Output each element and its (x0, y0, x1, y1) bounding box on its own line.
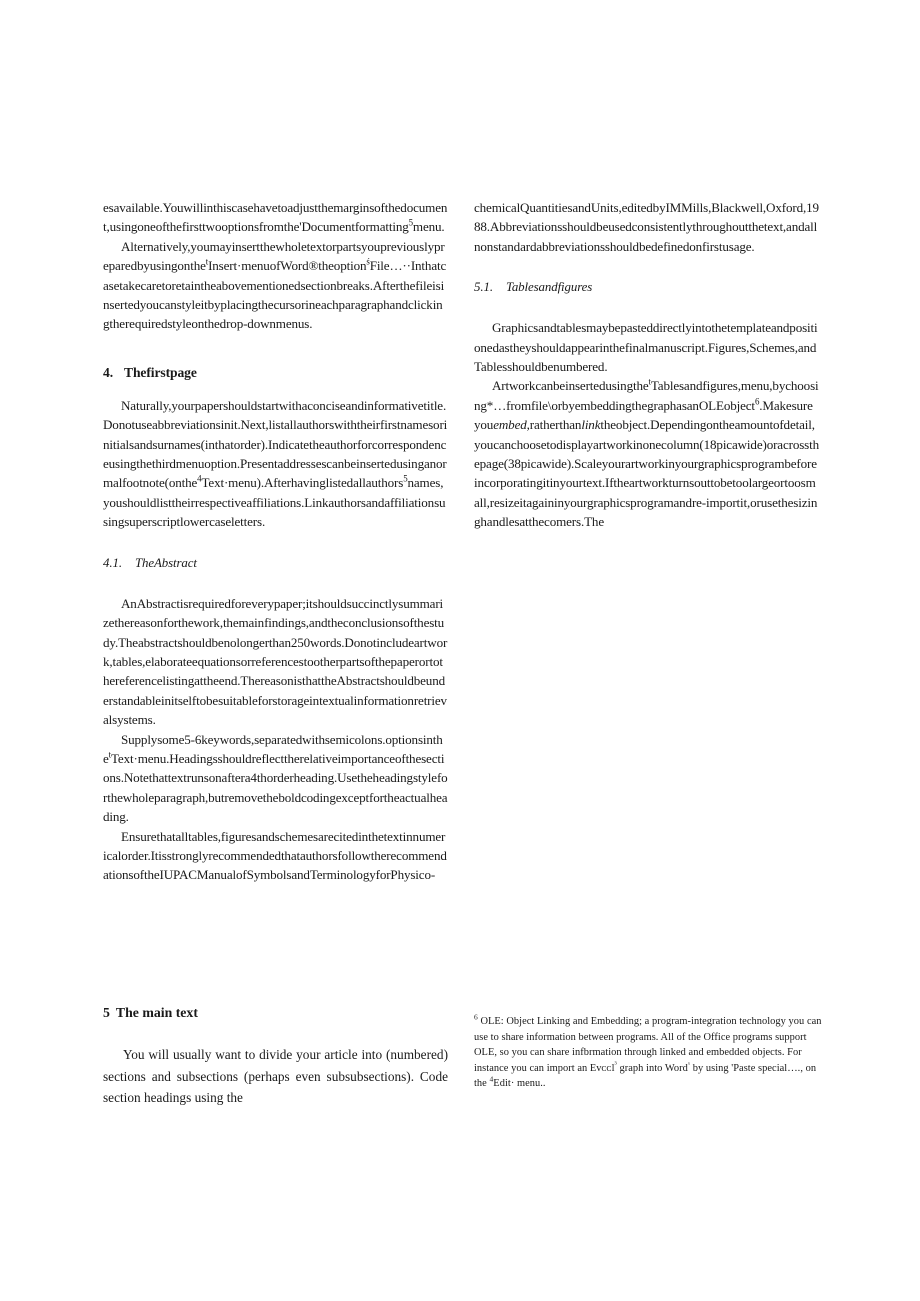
footnote-ref-6: 6 (754, 396, 760, 407)
menu-marker-icon: ś (366, 256, 370, 267)
paragraph-abbreviations: chemicalQuantitiesandUnits,editedbyIMMills,Blackwell,Oxford,1988.Abbreviationsshouldbeusedconsistentlythroughoutthetext,andallnonstandardabbreviationsshouldbedefinedonfirstusage. (474, 200, 819, 254)
paragraph-text: esavailable.Youwillinthiscasehavetoadjustthemarginsofthedocument,usingoneofthefirsttwooptionsfromthe'Documentformatting (103, 200, 448, 235)
paragraph-text: Insert·menuofWord®theoption (208, 258, 367, 274)
main-text-block (103, 1004, 448, 1109)
subsection-title: TheAbstract (134, 555, 197, 570)
section-heading-4 (103, 364, 448, 382)
subsection-number: 4.1. (103, 555, 122, 570)
footnote-text: Edit· menu.. (493, 1078, 546, 1090)
right-column (474, 198, 819, 532)
paragraph-text: Alternatively,youmayinsertthewholetextorpartsyoupreviouslypreparedbyusingonthe (103, 238, 445, 274)
spacer (474, 296, 819, 318)
paragraph-text: Supplysome5-6keywords,separatedwithsemicolons.optionsinthe (103, 731, 443, 766)
spacer (474, 256, 819, 278)
paragraph-text: names,youshouldlisttheirrespectiveaffiliations.Linkauthorsandaffiliationsusingsuperscriptlowercaseletters. (103, 475, 446, 530)
paragraph-text: ratherthan (529, 417, 582, 433)
paragraph-text: Text·menu.Headingsshouldreflecttherelativeimportanceofthesections.Notethattextrunsonaftera4thorderheading.Usetheheadingstyleforthewholeparagraph,butremovetheboldcodingexceptfortheactualheading. (103, 750, 448, 825)
footnote-block (474, 1014, 823, 1092)
footnote-marker: 6 (474, 1012, 478, 1022)
emphasis-link: link (581, 417, 601, 433)
footnote-sup-word: ˣ (687, 1059, 691, 1069)
paragraph-main-text: You will usually want to divide your article into (numbered) sections and subsections (perhaps even subsubsections). Code section headings using the (103, 1047, 448, 1105)
section-title: The main text (115, 1005, 198, 1020)
footnote-sup-edit: 4 (489, 1074, 494, 1084)
menu-marker-icon: t (648, 377, 651, 388)
subsection-number: 5.1. (474, 280, 493, 295)
spacer (103, 1022, 448, 1044)
menu-marker-icon: t (205, 256, 209, 267)
footnote-ref-5: 5 (403, 474, 408, 485)
footnote-text: by using 'Paste special…., on the (474, 1062, 817, 1090)
menu-marker-icon: 4 (197, 474, 202, 485)
paragraph-insert-text (103, 237, 448, 334)
paragraph-keywords (103, 730, 448, 827)
paragraph-text: Naturally,yourpapershouldstartwithaconciseandinformativetitle.Donotuseabbreviationsinit.Next,listallauthorswiththeirfirstnamesorinitialsandsurnames(inthatorder).Indicatetheauthorforcorrespondenceusingthethirdmenuoption.Presentaddressescanbeinsertedusinganormalfootnote(onthe (103, 397, 448, 491)
paragraph-text: File…··Inthatcasetakecaretoretaintheabovementionedsectionbreaks.Afterthefileisinsertedyoucanstyleitbyplacingthecursorineachparagraphandclickingtherequiredstyleonthedrop-downmenus. (103, 258, 447, 332)
menu-marker-icon: t (108, 749, 111, 760)
paragraph-text: theobject.Dependingontheamountofdetail,youcanchoosetodisplayartworkinonecolumn(18picawide)oracrossthepage(38picawide).Scaleyourartworkinyourgraphicsprogrambeforeincorporatingitinyourtext.Iftheartworkturnsouttobetoolargeortoosmall,resizeitagaininyourgraphicsprogramandre-importit,orusethesizinghandlesatthecomers.The (474, 417, 820, 530)
section-number: 5 (103, 1005, 110, 1020)
section-number: 4. (103, 364, 113, 380)
paragraph-text: Text·menu).Afterhavinglistedallauthors (201, 475, 404, 491)
footnote-text: OLE: Object Linking and Embedding; a program-integration technology you can use to share information between programs. All of the Office programs support OLE, so you can share infbrmation through linked and embedded objects. For instance you can import an Eᴠᴄᴄl (474, 1016, 822, 1074)
paragraph-first-page (103, 396, 448, 532)
spacer (103, 572, 448, 594)
section-title: Thefirstpage (124, 364, 197, 380)
paragraph-text: Artworkcanbeinsertedusingthe (492, 378, 649, 394)
subsection-heading-4-1 (103, 554, 448, 572)
footnote-text: graph into Word (616, 1062, 688, 1074)
paragraph-text-tail: menu. (412, 219, 445, 235)
footnote-ole (474, 1014, 823, 1092)
paragraph-tables-citation: Ensurethatalltables,figuresandschemesarecitedinthetextinnumericalorder.ItisstronglyrecommendedthatauthorsfollowtherecommendationsoftheIUPACManualofSymbolsandTerminologyforPhysico- (103, 828, 447, 883)
footnote-ref-5: 5 (408, 218, 413, 229)
paragraph-abstract: AnAbstractisrequiredforeverypaper;itshouldsuccinctlysummarizethereasonforthework,themainfindings,andtheconclusionsofthestudy.Theabstractshouldbenolongerthan250words.Donotincludeartwork,tables,elaborateequationsorreferencestootherpartsofthepaperortothereferencelistingattheend.ThereasonisthattheAbstractshouldbeunderstandableinitselftobesuitableforstorageintextualinformationretrievalsystems. (103, 595, 448, 728)
spacer (103, 382, 448, 396)
section-heading-5 (103, 1004, 448, 1022)
left-column (103, 198, 448, 885)
paragraph-text: Tablesandfigures,menu,bychoosing*…fromfile\orbyembeddingthegraphasanOLEobject (474, 378, 819, 413)
spacer (103, 532, 448, 554)
subsection-heading-5-1 (474, 278, 819, 296)
paragraph-graphics-tables: Graphicsandtablesmaybepasteddirectlyintothetemplateandpositionedastheyshouldappearinthefinalmanuscript.Figures,Schemes,andTablesshouldbenumbered. (474, 320, 818, 375)
subsection-title: Tablesandfigures (505, 280, 593, 295)
footnote-sup-excel: ³ (614, 1059, 617, 1069)
spacer (103, 334, 448, 364)
paragraph-margins-adjust (103, 198, 448, 237)
paragraph-text: .Makesureyou (474, 397, 813, 433)
emphasis-embed: embed, (493, 417, 530, 433)
paragraph-artwork (474, 376, 819, 531)
